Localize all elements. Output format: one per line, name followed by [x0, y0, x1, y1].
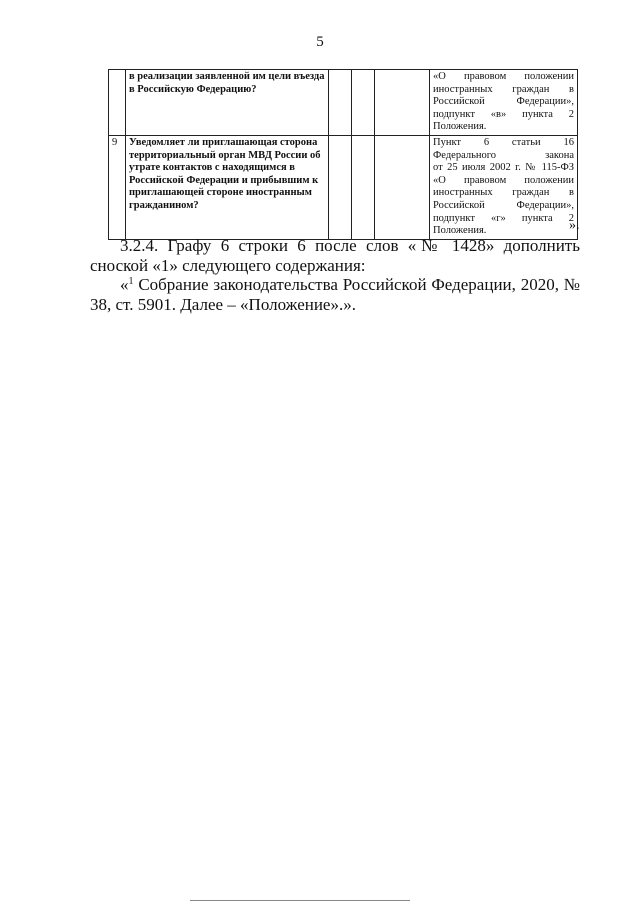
legal-basis-line: подпункт «в» пункта 2 — [433, 108, 574, 120]
legal-basis — [430, 135, 578, 239]
legal-basis-line: Российской Федерации», — [433, 96, 574, 108]
empty-cell — [375, 70, 430, 136]
legal-basis — [430, 70, 578, 136]
table-row — [109, 70, 578, 136]
empty-cell — [352, 135, 375, 239]
page-number: 5 — [316, 34, 324, 50]
footnote-marker: 1 — [128, 276, 134, 287]
legal-basis-line: Положения. — [433, 121, 487, 133]
empty-cell — [329, 70, 352, 136]
empty-cell — [352, 70, 375, 136]
questions-table — [108, 69, 578, 240]
legal-basis-line: подпункт «г» пункта 2 — [433, 212, 574, 224]
empty-cell — [375, 135, 430, 239]
legal-basis-line: Положения. — [433, 225, 487, 237]
amendment-paragraph: 3.2.4. Графу 6 строки 6 после слов «№ 1428» дополнить сноской «1» следующего содержания: — [90, 236, 580, 275]
empty-cell — [329, 135, 352, 239]
legal-basis-line: от 25 июля 2002 г. № 115-ФЗ — [433, 162, 574, 174]
legal-basis-line: Российской Федерации», — [433, 199, 574, 211]
table-row — [109, 135, 578, 239]
question-text: Уведомляет ли приглашающая сторона территориальный орган МВД России об утрате контактов с находящимся в Российской Федерации и прибывшим к приглашающей стороне иностранным гражданином? — [126, 135, 329, 239]
footnote-paragraph — [90, 275, 580, 315]
legal-basis-line: иностранных граждан в — [433, 187, 574, 199]
open-quote: « — [120, 275, 129, 294]
scan-edge-line — [190, 900, 410, 901]
table-closing-quote: ». — [569, 218, 580, 233]
legal-basis-line: Федерального закона — [433, 149, 574, 161]
legal-basis-line: «О правовом положении — [433, 174, 574, 186]
row-number: 9 — [109, 135, 126, 239]
row-number — [109, 70, 126, 136]
legal-basis-line: «О правовом положении — [433, 71, 574, 82]
question-text: в реализации заявленной им цели въезда в Российскую Федерацию? — [126, 70, 329, 136]
footnote-text: Собрание законодательства Российской Федерации, 2020, № 38, ст. 5901. Далее – «Положение».». — [90, 275, 580, 314]
legal-basis-line: иностранных граждан в — [433, 83, 574, 95]
legal-basis-line: Пункт 6 статьи 16 — [433, 136, 574, 148]
